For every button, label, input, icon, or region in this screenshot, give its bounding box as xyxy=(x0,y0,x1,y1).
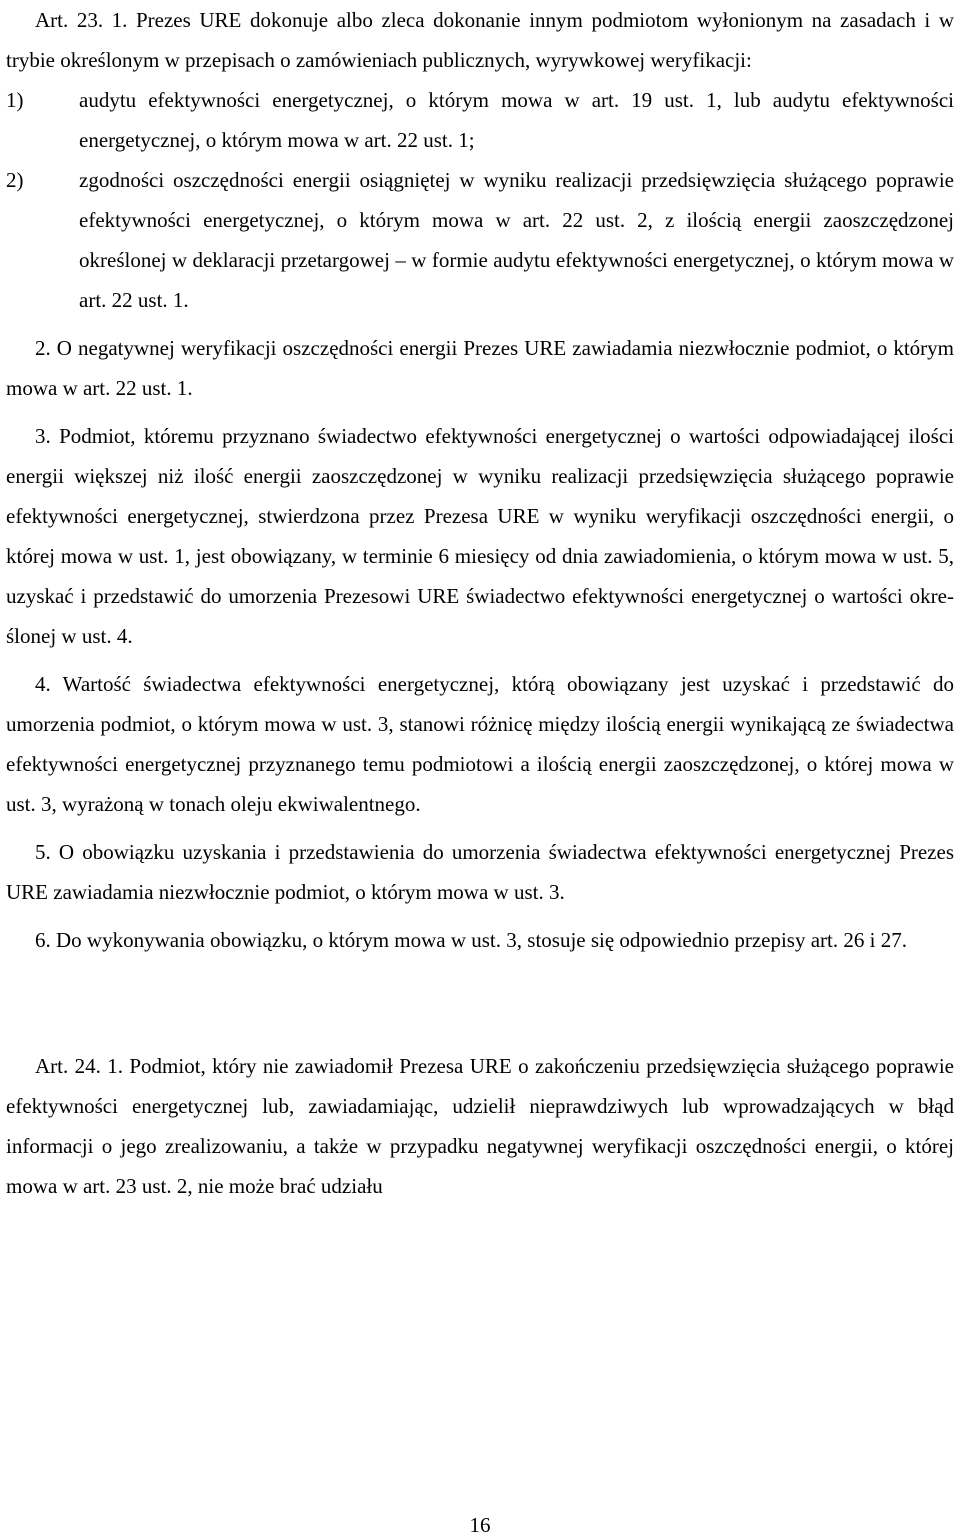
art23-ust2: 2. O negatywnej weryfikacji oszczędności energii Prezes URE zawiadamia niezwłocznie podmiot, o którym mowa w art. 22 ust. 1. xyxy=(6,336,954,400)
list-number: 1) xyxy=(6,88,24,112)
list-item-text: zgodności oszczędności energii osiągniętej w wyniku realizacji przedsięwzięcia służącego poprawie efektywności energetycznej, o którym mowa w art. 22 ust. 2, z ilością energii zaoszczędzonej określonej w deklaracji przetargowej – w formie audytu efektywności energetycznej, o którym mowa w art. 22 ust. 1. xyxy=(79,168,954,312)
art23-item-1 xyxy=(6,80,954,160)
art23-ust4: 4. Wartość świadectwa efektywności energetycznej, którą obowiązany jest uzyskać i przedstawić do umorzenia podmiot, o którym mowa w ust. 3, stanowi różnicę między ilością energii wynikającą ze świadectwa efektywności energetycznej przyznanego temu podmiotowi a ilością energii zaoszczędzonej, o której mowa w ust. 3, wyrażoną w tonach oleju ekwiwalentnego. xyxy=(6,672,954,816)
list-number: 2) xyxy=(6,168,24,192)
art23-item-2 xyxy=(6,160,954,320)
art23-ust6: 6. Do wykonywania obowiązku, o którym mowa w ust. 3, stosuje się odpowiednio przepisy art. 26 i 27. xyxy=(35,928,907,952)
art23-ust5: 5. O obowiązku uzyskania i przedstawienia do umorzenia świadectwa efektywności energetycznej Prezes URE zawiadamia niezwłocznie podmiot, o którym mowa w ust. 3. xyxy=(6,840,954,904)
list-item-text: audytu efektywności energetycznej, o którym mowa w art. 19 ust. 1, lub audytu efektywności energetycznej, o którym mowa w art. 22 ust. 1; xyxy=(79,88,954,152)
page-number: 16 xyxy=(469,1513,491,1537)
art23-ust3: 3. Podmiot, któremu przyznano świadectwo efektywności energetycznej o wartości odpowiadającej ilości energii większej niż ilość energii zaoszczędzonej w wyniku realizacji przedsięwzięcia służącego poprawie efektywności energetycznej, stwierdzona przez Prezesa URE w wyniku weryfikacji oszczędności energii, o której mowa w ust. 1, jest obowiązany, w terminie 6 miesięcy od dnia zawiadomienia, o którym mowa w ust. 5, uzyskać i przedstawić do umorzenia Prezesowi URE świadectwo efektywności energetycznej o wartości określonej w ust. 4. xyxy=(6,424,954,648)
art24-ust1: Art. 24. 1. Podmiot, który nie zawiadomił Prezesa URE o zakończeniu przedsięwzięcia służącego poprawie efektywności energetycznej lub, zawiadamiając, udzielił nieprawdziwych lub wprowadzających w błąd informacji o jego zrealizowaniu, a także w przypadku negatywnej weryfikacji oszczędności energii, o której mowa w art. 23 ust. 2, nie może brać udziału xyxy=(6,1054,954,1198)
document-page xyxy=(6,0,954,1206)
art23-ust1-intro: Art. 23. 1. Prezes URE dokonuje albo zleca dokonanie innym podmiotom wyłonionym na zasadach i w trybie określonym w przepisach o zamówieniach publicznych, wyrywkowej weryfikacji: xyxy=(6,8,954,72)
